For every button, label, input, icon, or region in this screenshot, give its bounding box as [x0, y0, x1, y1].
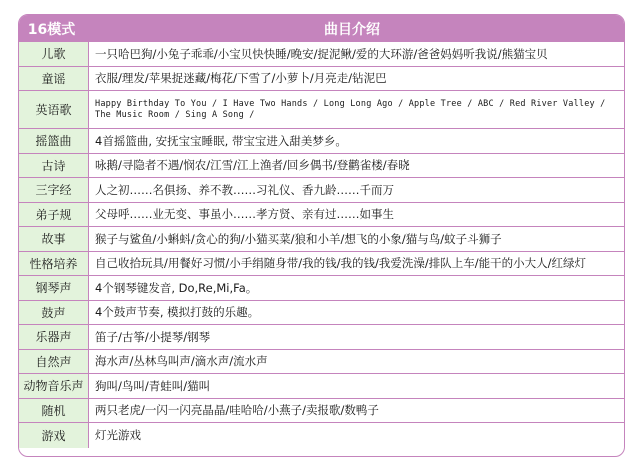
mode-cell: 性格培养	[19, 252, 89, 277]
mode-cell: 游戏	[19, 423, 89, 448]
mode-cell: 古诗	[19, 154, 89, 179]
mode-table	[18, 14, 625, 457]
description-cell: 灯光游戏	[95, 428, 141, 443]
table-row	[19, 91, 624, 129]
mode-cell: 摇篮曲	[19, 129, 89, 154]
mode-cell: 三字经	[19, 178, 89, 203]
description-cell: 父母呼……业无变、事虽小……孝方贤、亲有过……如事生	[89, 203, 624, 228]
mode-cell: 英语歌	[19, 91, 89, 129]
description-cell: 咏鹅/寻隐者不遇/悯农/江雪/江上渔者/回乡偶书/登鹳雀楼/春晓	[89, 154, 624, 179]
mode-cell: 乐器声	[19, 325, 89, 350]
table-row	[19, 42, 624, 67]
mode-cell: 动物音乐声	[19, 374, 89, 399]
mode-cell: 弟子规	[19, 203, 89, 228]
table-row	[19, 154, 624, 179]
description-cell: 4个钢琴键发音, Do,Re,Mi,Fa。	[89, 276, 624, 301]
description-cell: 两只老虎/一闪一闪亮晶晶/哇哈哈/小燕子/卖报歌/数鸭子	[89, 399, 624, 424]
description-cell: Happy Birthday To You / I Have Two Hands / Long Long Ago / Apple Tree / ABC / Red River Valley / The Music Room / Sing A Song /	[89, 91, 624, 129]
header-description: 曲目介绍	[324, 21, 380, 38]
table-row	[19, 301, 624, 326]
description-cell: 笛子/古筝/小提琴/钢琴	[89, 325, 624, 350]
mode-cell: 随机	[19, 399, 89, 424]
description-cell: 4个鼓声节奏, 模拟打鼓的乐趣。	[89, 301, 624, 326]
table-row	[19, 374, 624, 399]
mode-cell: 儿歌	[19, 42, 89, 67]
table-row	[19, 129, 624, 154]
table-header	[19, 15, 624, 42]
mode-cell: 故事	[19, 227, 89, 252]
mode-cell: 童谣	[19, 67, 89, 92]
table-row	[19, 252, 624, 277]
description-cell: 猴子与鲨鱼/小蝌蚪/贪心的狗/小猫买菜/狼和小羊/想飞的小象/猫与鸟/蚊子斗狮子	[89, 227, 624, 252]
table-row	[19, 350, 624, 375]
description-cell: 4首摇篮曲, 安抚宝宝睡眠, 带宝宝进入甜美梦乡。	[89, 129, 624, 154]
table-row	[19, 178, 624, 203]
table-row	[19, 227, 624, 252]
description-cell: 海水声/丛林鸟叫声/滴水声/流水声	[89, 350, 624, 375]
description-cell: 人之初……名俱扬、养不教……习礼仪、香九龄……千而万	[89, 178, 624, 203]
description-cell: 一只哈巴狗/小兔子乖乖/小宝贝快快睡/晚安/捉泥鳅/爱的大环游/爸爸妈妈听我说/熊猫宝贝	[89, 42, 624, 67]
table-body	[19, 42, 624, 448]
description-cell: 衣服/理发/苹果捉迷藏/梅花/下雪了/小萝卜/月亮走/钻泥巴	[89, 67, 624, 92]
description-cell: 自己收拾玩具/用餐好习惯/小手绢随身带/我的钱/我的钱/我爱洗澡/排队上车/能干的小大人/红绿灯	[89, 252, 624, 277]
table-row	[19, 423, 624, 448]
table-row	[19, 67, 624, 92]
mode-cell: 自然声	[19, 350, 89, 375]
header-mode: 16模式	[27, 21, 76, 38]
table-row	[19, 276, 624, 301]
table-row	[19, 325, 624, 350]
table-row	[19, 399, 624, 424]
mode-cell: 鼓声	[19, 301, 89, 326]
mode-cell: 钢琴声	[19, 276, 89, 301]
description-cell: 狗叫/鸟叫/青蛙叫/猫叫	[89, 374, 624, 399]
table-row	[19, 203, 624, 228]
